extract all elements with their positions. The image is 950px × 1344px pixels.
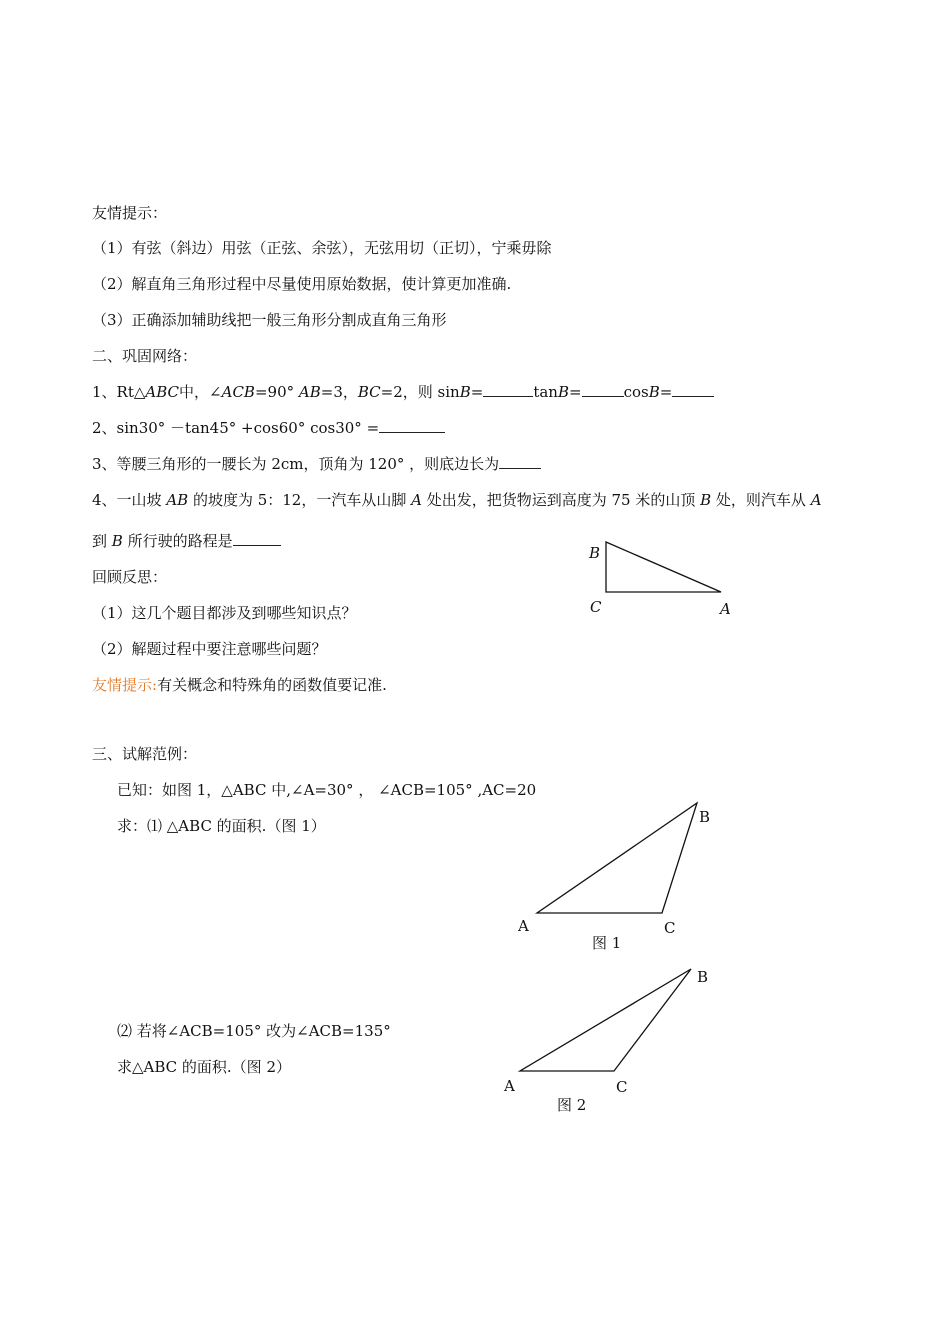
q1-b1: B	[459, 383, 471, 401]
q4-p3: 处出发，把货物运到高度为 75 米的山顶	[421, 491, 701, 509]
small-label-C: C	[590, 598, 602, 616]
q4-a: A	[411, 491, 422, 509]
q4-p1: 4、一山坡	[92, 491, 167, 509]
fig2-caption: 图 2	[557, 1096, 587, 1114]
section3-title: 三、试解范例：	[92, 745, 198, 763]
q4-p2: 的坡度为 5：12，一汽车从山脚	[188, 491, 412, 509]
tips-title: 友情提示：	[92, 204, 168, 222]
small-label-B: B	[589, 544, 601, 562]
small-right-triangle	[606, 542, 721, 592]
q1-b2: B	[557, 383, 569, 401]
q1-eq2: =	[568, 383, 582, 401]
tip-item-1: （1）有弦（斜边）用弦（正弦、余弦），无弦用切（正切），宁乘毋除	[92, 239, 552, 257]
q4-a2: A	[810, 491, 822, 509]
q1-prefix: 1、Rt△	[92, 383, 146, 401]
figure-1-triangle	[537, 803, 697, 913]
q1-bc: BC	[357, 383, 381, 401]
q2-text: 2、sin30° －tan45° +cos60° cos30° =	[92, 419, 380, 437]
q1-abc: ABC	[145, 383, 180, 401]
q4-p4: 处，则汽车从	[711, 491, 811, 509]
fig2-label-B: B	[697, 968, 709, 986]
q1-mid: 中，∠	[179, 383, 222, 401]
q1-p4: =2，则 sin	[380, 383, 460, 401]
q1-b3: B	[648, 383, 660, 401]
example-ask-1: 求：⑴ △ABC 的面积.（图 1）	[117, 817, 326, 835]
tip-item-2: （2）解直角三角形过程中尽量使用原始数据，使计算更加准确.	[92, 275, 512, 293]
figure-2-triangle	[520, 969, 691, 1071]
section2-title: 二、巩固网络：	[92, 347, 198, 365]
q1-ab: AB	[298, 383, 321, 401]
fig1-label-A: A	[518, 917, 529, 935]
review-tip-text: 有关概念和特殊角的函数值要记准.	[157, 676, 387, 694]
fig1-label-C: C	[664, 919, 676, 937]
fig1-label-B: B	[699, 808, 711, 826]
review-tip-label: 友情提示:	[92, 676, 158, 694]
example-given: 已知：如图 1，△ABC 中,∠A=30° ， ∠ACB=105° ,AC=20	[117, 781, 537, 799]
fig1-caption: 图 1	[592, 934, 622, 952]
q1-eq3: =	[659, 383, 673, 401]
q4-ab: AB	[166, 491, 189, 509]
q1-tan: tan	[533, 383, 558, 401]
q4b-p1: 到	[92, 532, 112, 550]
review-title: 回顾反思：	[92, 568, 168, 586]
q4-b: B	[700, 491, 712, 509]
review-item-2: （2）解题过程中要注意哪些问题？	[92, 640, 327, 658]
q4b-p2: 所行驶的路程是	[122, 532, 233, 550]
review-item-1: （1）这几个题目都涉及到哪些知识点？	[92, 604, 357, 622]
q1-acb: ACB	[221, 383, 255, 401]
q1-p2: =90°	[254, 383, 299, 401]
tip-item-3: （3）正确添加辅助线把一般三角形分割成直角三角形	[92, 311, 447, 329]
q4b-b: B	[111, 532, 123, 550]
fig2-label-A: A	[504, 1077, 515, 1095]
q1-p3: =3，	[320, 383, 358, 401]
small-label-A: A	[720, 600, 731, 618]
q1-eq1: =	[470, 383, 484, 401]
example-ask-2b: 求△ABC 的面积.（图 2）	[117, 1058, 291, 1076]
q3-text: 3、等腰三角形的一腰长为 2cm，顶角为 120° ，则底边长为	[92, 455, 500, 473]
example-ask-2a: ⑵ 若将∠ACB=105° 改为∠ACB=135°	[117, 1022, 391, 1040]
fig2-label-C: C	[616, 1078, 628, 1096]
q1-cos: cos	[623, 383, 649, 401]
